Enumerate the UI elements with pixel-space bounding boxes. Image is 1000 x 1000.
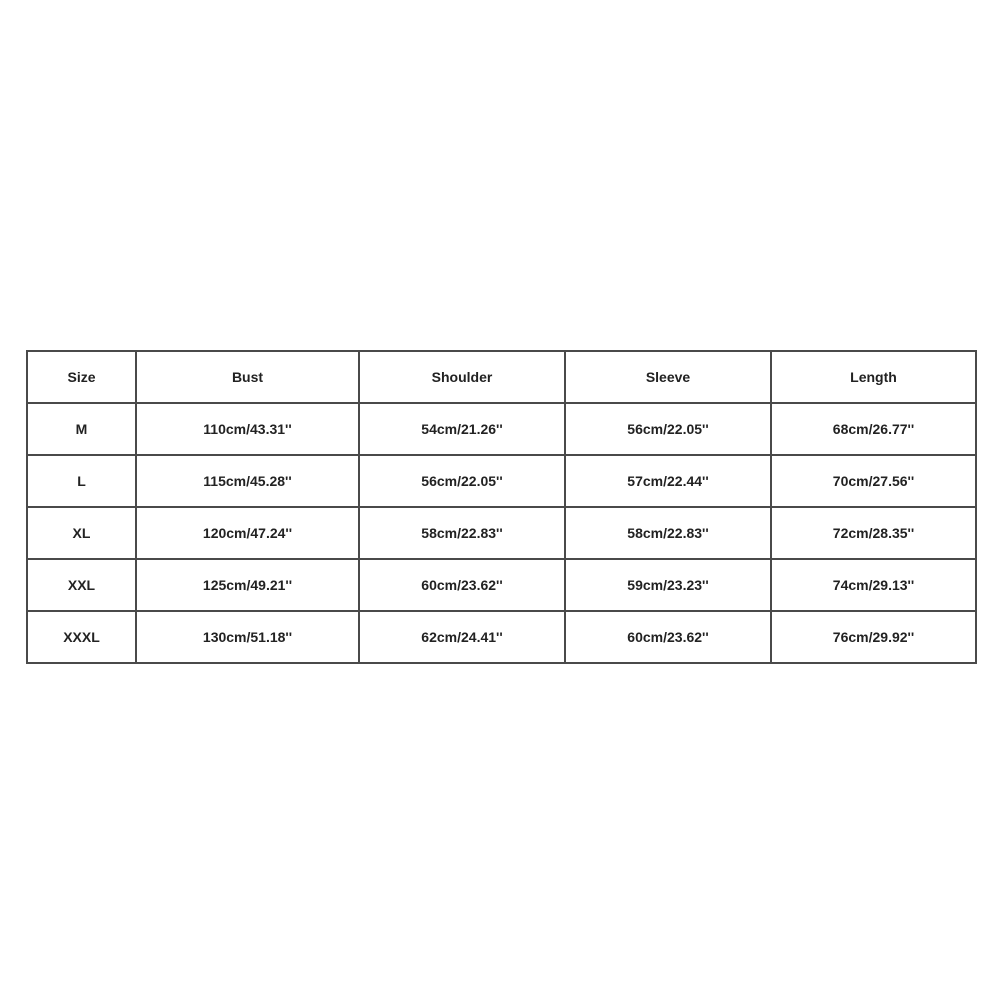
- table-row: [27, 455, 976, 507]
- length-cell: 72cm/28.35'': [771, 507, 976, 559]
- header-sleeve: Sleeve: [565, 351, 771, 403]
- length-cell: 70cm/27.56'': [771, 455, 976, 507]
- header-size: Size: [27, 351, 136, 403]
- shoulder-cell: 58cm/22.83'': [359, 507, 565, 559]
- sleeve-cell: 56cm/22.05'': [565, 403, 771, 455]
- shoulder-cell: 62cm/24.41'': [359, 611, 565, 663]
- table-row: [27, 507, 976, 559]
- header-length: Length: [771, 351, 976, 403]
- bust-cell: 115cm/45.28'': [136, 455, 359, 507]
- size-cell: L: [27, 455, 136, 507]
- header-shoulder: Shoulder: [359, 351, 565, 403]
- size-chart-table: [26, 350, 977, 664]
- length-cell: 68cm/26.77'': [771, 403, 976, 455]
- table-row: [27, 403, 976, 455]
- table-row: [27, 611, 976, 663]
- bust-cell: 120cm/47.24'': [136, 507, 359, 559]
- header-bust: Bust: [136, 351, 359, 403]
- shoulder-cell: 60cm/23.62'': [359, 559, 565, 611]
- size-cell: XXL: [27, 559, 136, 611]
- sleeve-cell: 58cm/22.83'': [565, 507, 771, 559]
- size-cell: XXXL: [27, 611, 136, 663]
- table-row: [27, 559, 976, 611]
- bust-cell: 130cm/51.18'': [136, 611, 359, 663]
- shoulder-cell: 56cm/22.05'': [359, 455, 565, 507]
- sleeve-cell: 57cm/22.44'': [565, 455, 771, 507]
- bust-cell: 110cm/43.31'': [136, 403, 359, 455]
- shoulder-cell: 54cm/21.26'': [359, 403, 565, 455]
- size-cell: M: [27, 403, 136, 455]
- length-cell: 76cm/29.92'': [771, 611, 976, 663]
- header-row: [27, 351, 976, 403]
- sleeve-cell: 59cm/23.23'': [565, 559, 771, 611]
- sleeve-cell: 60cm/23.62'': [565, 611, 771, 663]
- bust-cell: 125cm/49.21'': [136, 559, 359, 611]
- length-cell: 74cm/29.13'': [771, 559, 976, 611]
- size-cell: XL: [27, 507, 136, 559]
